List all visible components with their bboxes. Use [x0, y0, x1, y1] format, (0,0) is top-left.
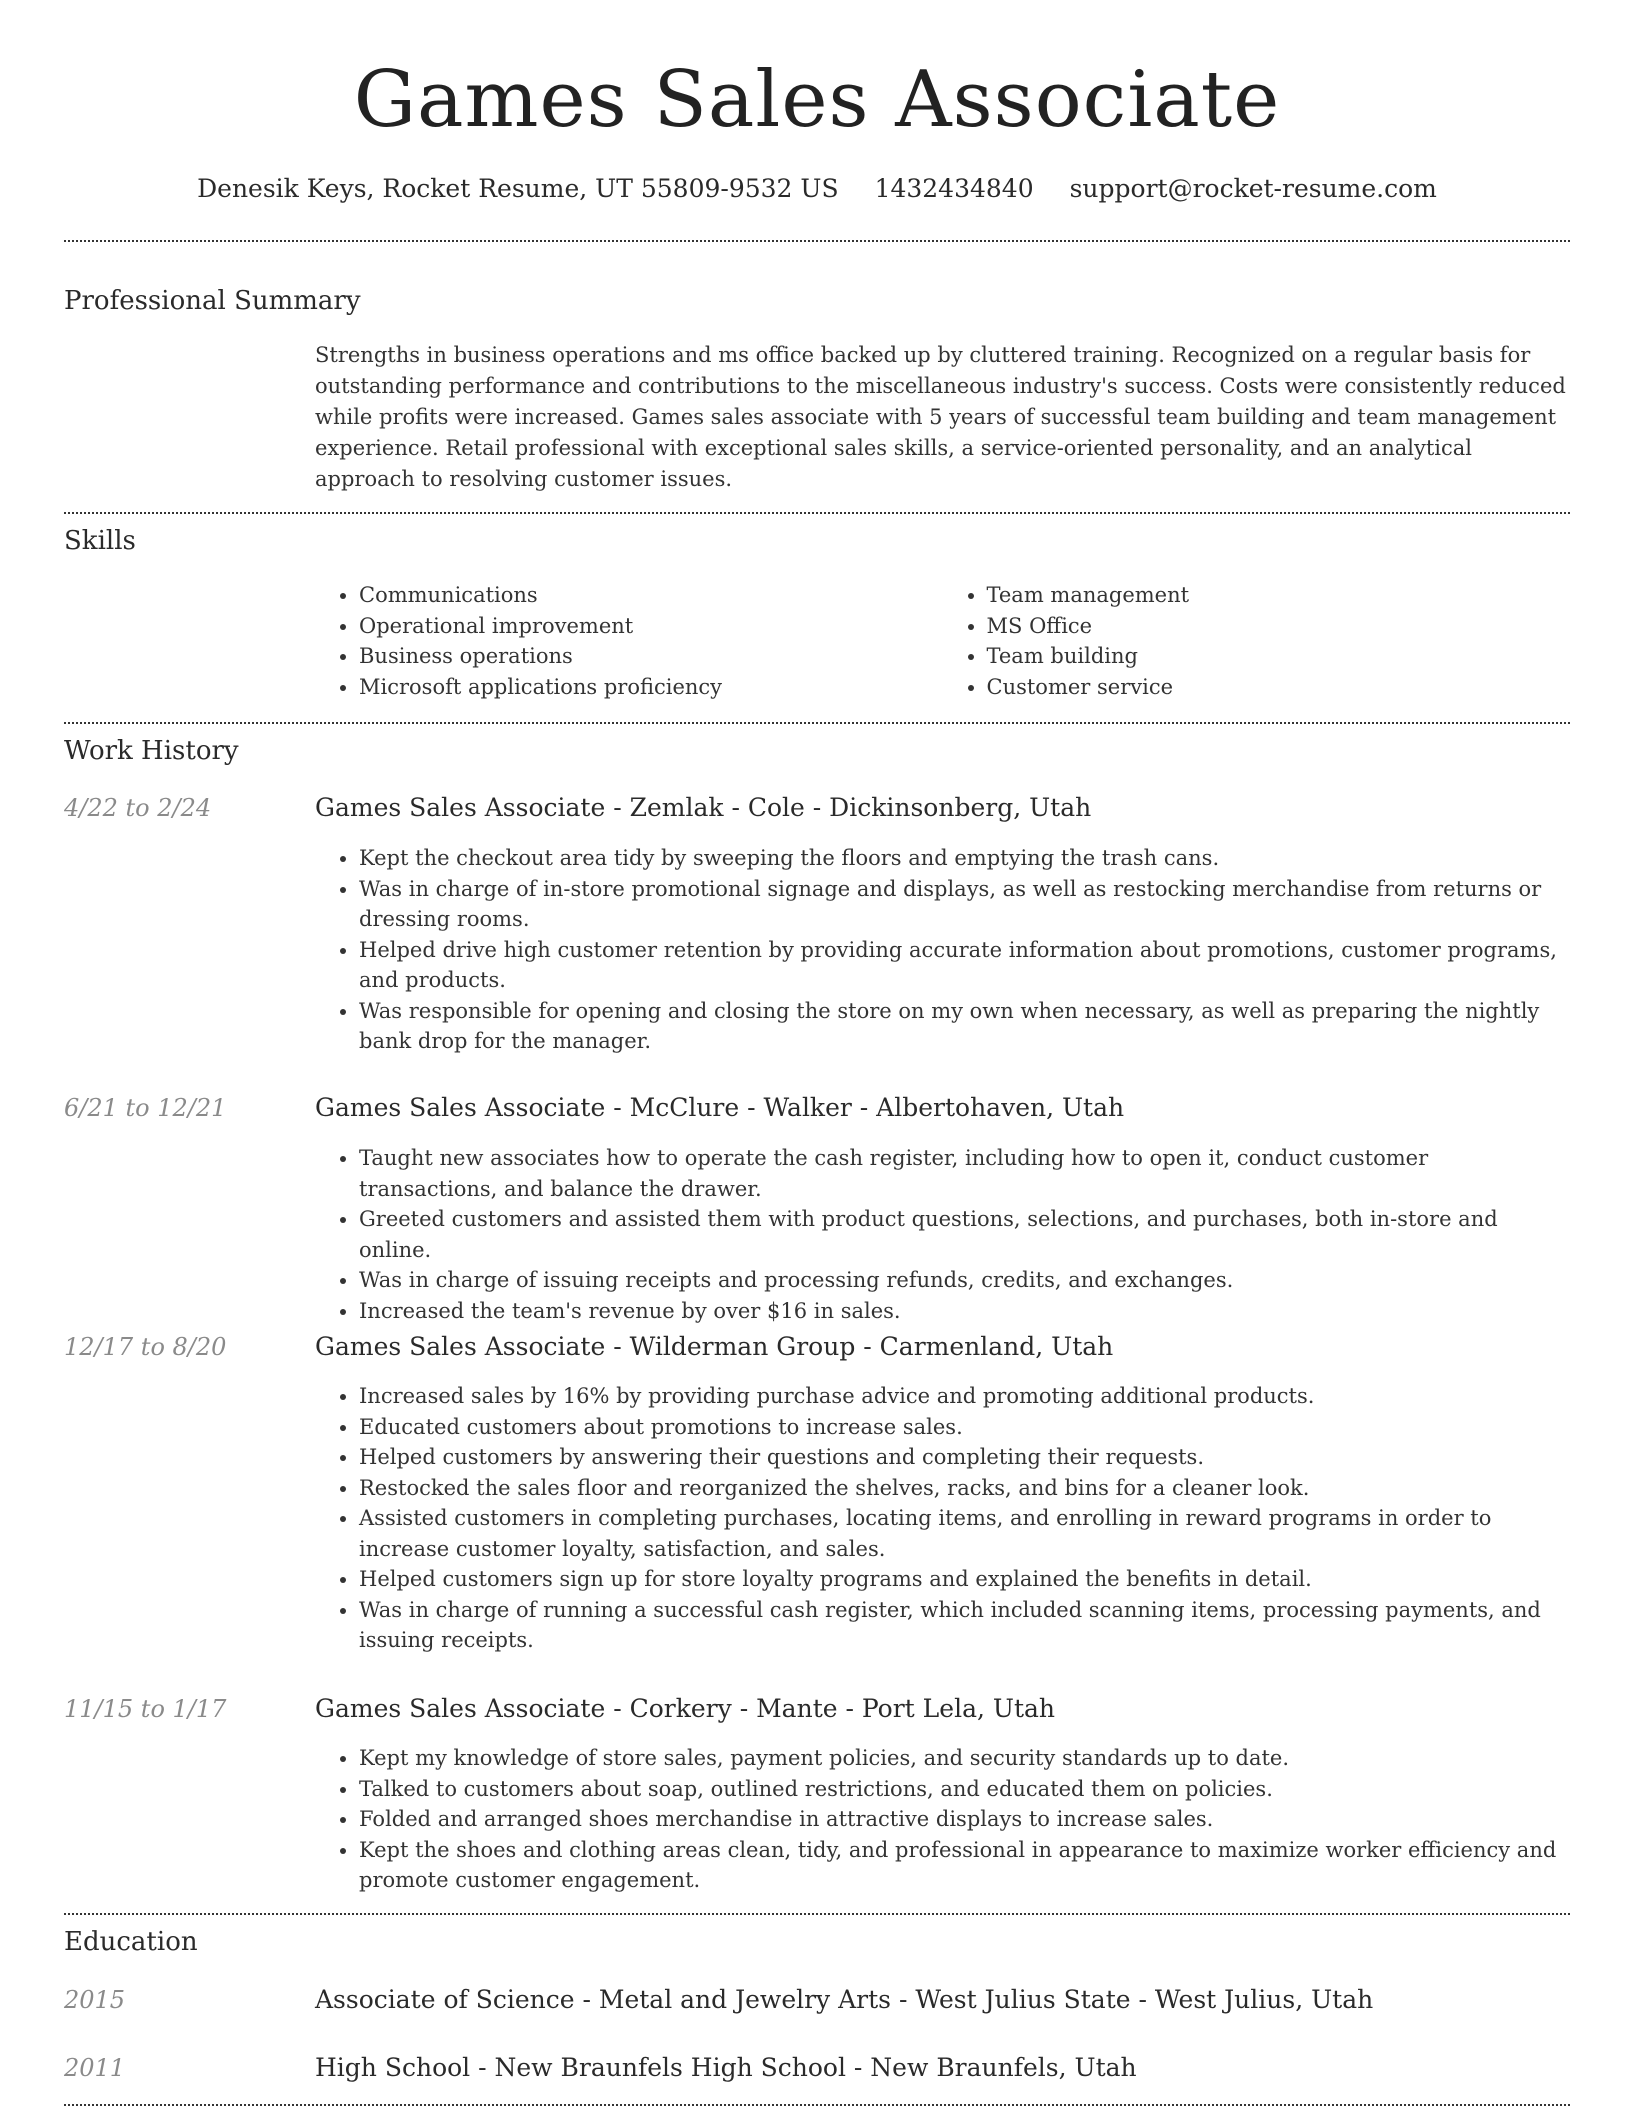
education-section-title: Education — [64, 1927, 198, 1957]
skill-item: • Business operations — [359, 641, 943, 672]
job-bullet: • Increased the team's revenue by over $16 in sales. — [359, 1296, 1570, 1327]
job-title: Games Sales Associate - McClure - Walker - Albertohaven, Utah — [315, 1093, 1125, 1122]
section-divider — [64, 1913, 1570, 1915]
education-degree: Associate of Science - Metal and Jewelry Arts - West Julius State - West Julius, Utah — [315, 1985, 1374, 2014]
job-bullet: • Helped customers sign up for store loyalty programs and explained the benefits in detail. — [359, 1564, 1570, 1595]
job-dates: 11/15 to 1/17 — [64, 1695, 227, 1723]
skills-section-title: Skills — [64, 526, 136, 556]
job-bullets — [315, 1743, 1570, 1896]
skills-column-left — [315, 580, 943, 702]
contact-email[interactable]: support@rocket-resume.com — [1069, 174, 1437, 203]
contact-line — [64, 174, 1570, 204]
skill-item: • MS Office — [987, 611, 1571, 642]
job-bullets — [315, 1143, 1570, 1326]
summary-section-title: Professional Summary — [64, 286, 361, 316]
job-bullet: • Was in charge of issuing receipts and processing refunds, credits, and exchanges. — [359, 1265, 1570, 1296]
summary-text: Strengths in business operations and ms office backed up by cluttered training. Recognized on a regular basis for outstanding performance and contributions to the miscellaneous industry's success. Costs were consistently reduced while profits were increased. Games sales associate with 5 years of successful team building and team management experience. Retail professional with exceptional sales skills, a service-oriented personality, and an analytical approach to resolving customer issues. — [315, 343, 1566, 491]
section-divider — [64, 512, 1570, 514]
skills-list — [315, 580, 1570, 702]
education-year: 2015 — [64, 1986, 126, 2014]
job-bullet: • Was in charge of running a successful cash register, which included scanning items, processing payments, and issuing receipts. — [359, 1595, 1570, 1656]
skill-item: • Operational improvement — [359, 611, 943, 642]
work-section-title: Work History — [64, 736, 239, 766]
skill-item: • Team management — [987, 580, 1571, 611]
job-bullet: • Kept the shoes and clothing areas clean, tidy, and professional in appearance to maximize worker efficiency and promote customer engagement. — [359, 1835, 1570, 1896]
job-bullet: • Restocked the sales floor and reorganized the shelves, racks, and bins for a cleaner look. — [359, 1473, 1570, 1504]
job-bullet: • Taught new associates how to operate the cash register, including how to open it, conduct customer transactions, and balance the drawer. — [359, 1143, 1570, 1204]
job-bullet: • Greeted customers and assisted them with product questions, selections, and purchases, both in-store and online. — [359, 1204, 1570, 1265]
job-bullet: • Was in charge of in-store promotional signage and displays, as well as restocking merchandise from returns or dressing rooms. — [359, 874, 1570, 935]
job-bullet: • Talked to customers about soap, outlined restrictions, and educated them on policies. — [359, 1774, 1570, 1805]
section-divider — [64, 722, 1570, 724]
job-bullet: • Kept my knowledge of store sales, payment policies, and security standards up to date. — [359, 1743, 1570, 1774]
job-bullets — [315, 1381, 1570, 1656]
education-degree: High School - New Braunfels High School - New Braunfels, Utah — [315, 2053, 1137, 2082]
job-bullet: • Helped drive high customer retention by providing accurate information about promotions, customer programs, and products. — [359, 935, 1570, 996]
section-divider — [64, 2104, 1570, 2106]
job-bullet: • Assisted customers in completing purchases, locating items, and enrolling in reward programs in order to increase customer loyalty, satisfaction, and sales. — [359, 1503, 1570, 1564]
job-bullet: • Helped customers by answering their questions and completing their requests. — [359, 1442, 1570, 1473]
skill-item: • Team building — [987, 641, 1571, 672]
job-title: Games Sales Associate - Zemlak - Cole - Dickinsonberg, Utah — [315, 793, 1092, 822]
contact-address: Denesik Keys, Rocket Resume, UT 55809-9532 US — [197, 174, 839, 203]
job-bullet: • Folded and arranged shoes merchandise in attractive displays to increase sales. — [359, 1804, 1570, 1835]
job-bullets — [315, 843, 1570, 1057]
job-bullet: • Increased sales by 16% by providing purchase advice and promoting additional products. — [359, 1381, 1570, 1412]
skill-item: • Communications — [359, 580, 943, 611]
job-dates: 12/17 to 8/20 — [64, 1333, 227, 1361]
skill-item: • Customer service — [987, 672, 1571, 703]
education-year: 2011 — [64, 2054, 126, 2082]
contact-phone: 1432434840 — [874, 174, 1034, 203]
resume-name-heading: Games Sales Associate — [353, 55, 1281, 145]
job-bullet: • Kept the checkout area tidy by sweeping the floors and emptying the trash cans. — [359, 843, 1570, 874]
job-title: Games Sales Associate - Corkery - Mante - Port Lela, Utah — [315, 1694, 1055, 1723]
job-bullet: • Educated customers about promotions to increase sales. — [359, 1412, 1570, 1443]
job-dates: 6/21 to 12/21 — [64, 1094, 227, 1122]
skill-item: • Microsoft applications proficiency — [359, 672, 943, 703]
resume-page — [64, 0, 1570, 2082]
job-title: Games Sales Associate - Wilderman Group - Carmenland, Utah — [315, 1332, 1114, 1361]
job-bullet: • Was responsible for opening and closing the store on my own when necessary, as well as preparing the nightly bank drop for the manager. — [359, 996, 1570, 1057]
job-dates: 4/22 to 2/24 — [64, 794, 212, 822]
section-divider — [64, 240, 1570, 242]
skills-column-right — [943, 580, 1571, 702]
